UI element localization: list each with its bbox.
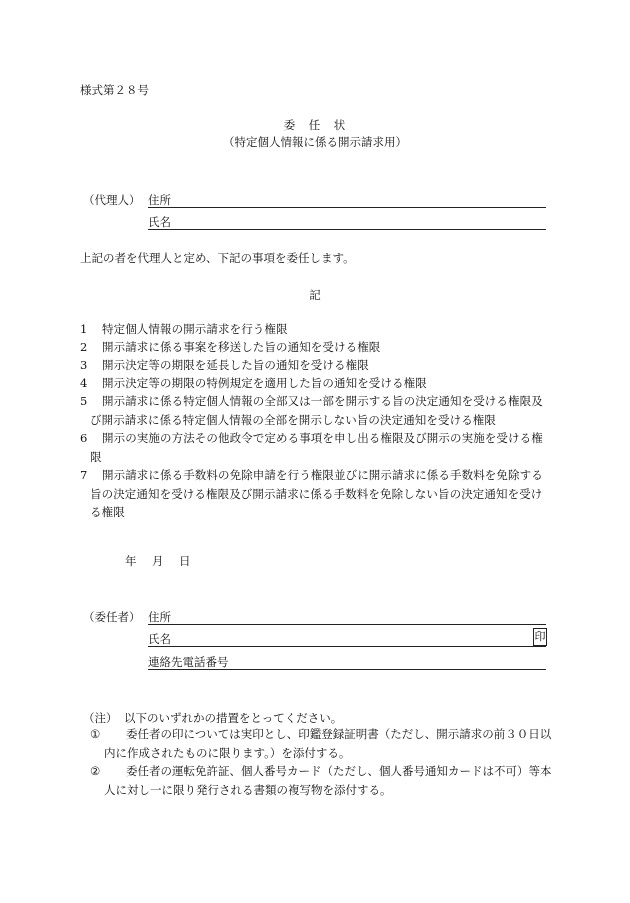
note-mark: ① (90, 727, 101, 741)
list-item (80, 392, 552, 429)
document-subtitle: （特定個人情報に係る開示請求用） (223, 135, 407, 149)
note-mark: ② (90, 764, 101, 778)
principal-name-line[interactable] (148, 646, 546, 647)
note-item (90, 762, 552, 799)
intro-text: 上記の者を代理人と定め、下記の事項を委任します。 (80, 251, 355, 265)
note-text: 委任者の運転免許証、個人番号カード（ただし、個人番号通知カードは不可）等本人に対し一に限り発行される書類の複写物を添付する。 (104, 764, 552, 797)
note-intro: 以下のいずれかの措置をとってください。 (124, 711, 343, 725)
agent-name-line[interactable] (148, 229, 546, 230)
date-line: 年 月 日 (125, 554, 193, 568)
agent-name-label: 氏名 (148, 215, 171, 229)
list-item (80, 374, 552, 393)
principal-address-line[interactable] (148, 624, 546, 625)
list-item (80, 338, 552, 357)
note-text: 委任者の印については実印とし、印鑑登録証明書（ただし、開示請求の前３０日以内に作成されたものに限ります。）を添付する。 (104, 727, 552, 760)
principal-phone-line[interactable] (148, 669, 546, 670)
principal-address-label: 住所 (148, 610, 171, 624)
item-number: 2 (80, 340, 88, 354)
item-text: 開示決定等の期限の特例規定を適用した旨の通知を受ける権限 (102, 376, 427, 390)
item-text: 開示決定等の期限を延長した旨の通知を受ける権限 (102, 358, 369, 372)
agent-label: （代理人） (83, 193, 141, 207)
principal-label: （委任者） (83, 610, 141, 624)
item-number: 6 (80, 431, 88, 445)
item-number: 4 (80, 376, 88, 390)
note-label: （注） (83, 711, 118, 725)
list-item (80, 466, 552, 522)
list-item (80, 429, 552, 466)
item-number: 5 (80, 394, 88, 408)
item-text: 開示請求に係る事案を移送した旨の通知を受ける権限 (102, 340, 381, 354)
list-item (80, 356, 552, 375)
ki-heading: 記 (309, 288, 321, 302)
principal-phone-label: 連絡先電話番号 (148, 655, 229, 669)
agent-address-line[interactable] (148, 207, 546, 208)
document-title: 委 任 状 (283, 118, 347, 132)
item-text: 開示の実施の方法その他政令で定める事項を申し出る権限及び開示の実施を受ける権限 (90, 431, 543, 464)
item-number: 7 (80, 468, 88, 482)
note-item (90, 725, 552, 762)
seal-box: 印 (533, 628, 547, 646)
item-number: 1 (80, 322, 88, 336)
agent-address-label: 住所 (148, 193, 171, 207)
form-number: 様式第２８号 (80, 83, 149, 97)
item-number: 3 (80, 358, 88, 372)
item-text: 開示請求に係る手数料の免除申請を行う権限並びに開示請求に係る手数料を免除する旨の決定通知を受ける権限及び開示請求に係る手数料を免除しない旨の決定通知を受ける権限 (90, 468, 543, 519)
list-item (80, 320, 552, 339)
principal-name-label: 氏名 (148, 632, 171, 646)
item-text: 開示請求に係る特定個人情報の全部又は一部を開示する旨の決定通知を受ける権限及び開示請求に係る特定個人情報の全部を開示しない旨の決定通知を受ける権限 (90, 394, 543, 427)
item-text: 特定個人情報の開示請求を行う権限 (102, 322, 288, 336)
